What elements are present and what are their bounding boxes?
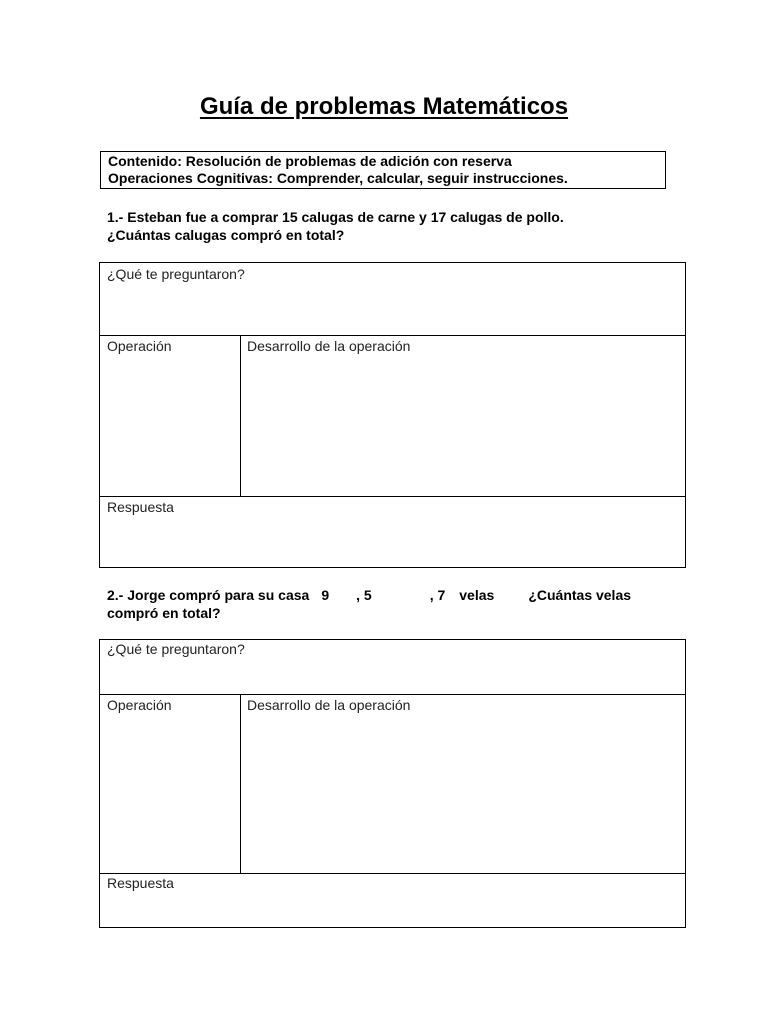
problem-2-question: compró en total? bbox=[107, 605, 221, 621]
problem-2-question-start: ¿Cuántas velas bbox=[528, 587, 632, 603]
operation-label: Operación bbox=[107, 338, 172, 354]
page-title: Guía de problemas Matemáticos bbox=[199, 93, 569, 120]
answer-row bbox=[100, 873, 685, 927]
content-line: Contenido: Resolución de problemas de adición con reserva bbox=[108, 153, 512, 169]
development-label: Desarrollo de la operación bbox=[247, 338, 411, 354]
column-divider bbox=[240, 695, 241, 873]
problem-2-statement bbox=[107, 586, 631, 604]
column-divider bbox=[240, 336, 241, 496]
answer-label: Respuesta bbox=[107, 499, 174, 515]
answer-row bbox=[100, 496, 685, 567]
problem-2-intro: 2.- Jorge compró para su casa bbox=[107, 587, 310, 603]
question-row bbox=[100, 263, 685, 335]
question-label: ¿Qué te preguntaron? bbox=[107, 266, 245, 282]
answer-label: Respuesta bbox=[107, 875, 174, 891]
item-velas: velas bbox=[459, 587, 495, 603]
question-label: ¿Qué te preguntaron? bbox=[107, 641, 245, 657]
operation-label: Operación bbox=[107, 697, 172, 713]
quantity-5: , 5 bbox=[356, 587, 372, 603]
content-box bbox=[100, 151, 666, 189]
cognitive-operations-line: Operaciones Cognitivas: Comprender, calcular, seguir instrucciones. bbox=[108, 170, 568, 186]
development-label: Desarrollo de la operación bbox=[247, 697, 411, 713]
operation-row bbox=[100, 694, 685, 873]
problem-2-answer-table bbox=[99, 639, 686, 928]
problem-1-statement: 1.- Esteban fue a comprar 15 calugas de carne y 17 calugas de pollo. bbox=[107, 209, 564, 225]
problem-1 bbox=[107, 208, 564, 244]
question-row bbox=[100, 640, 685, 694]
problem-1-question: ¿Cuántas calugas compró en total? bbox=[107, 227, 345, 243]
quantity-7: , 7 bbox=[429, 587, 446, 603]
problem-1-answer-table bbox=[99, 262, 686, 568]
operation-row bbox=[100, 335, 685, 496]
problem-2 bbox=[107, 586, 631, 622]
quantity-9: 9 bbox=[321, 587, 330, 603]
